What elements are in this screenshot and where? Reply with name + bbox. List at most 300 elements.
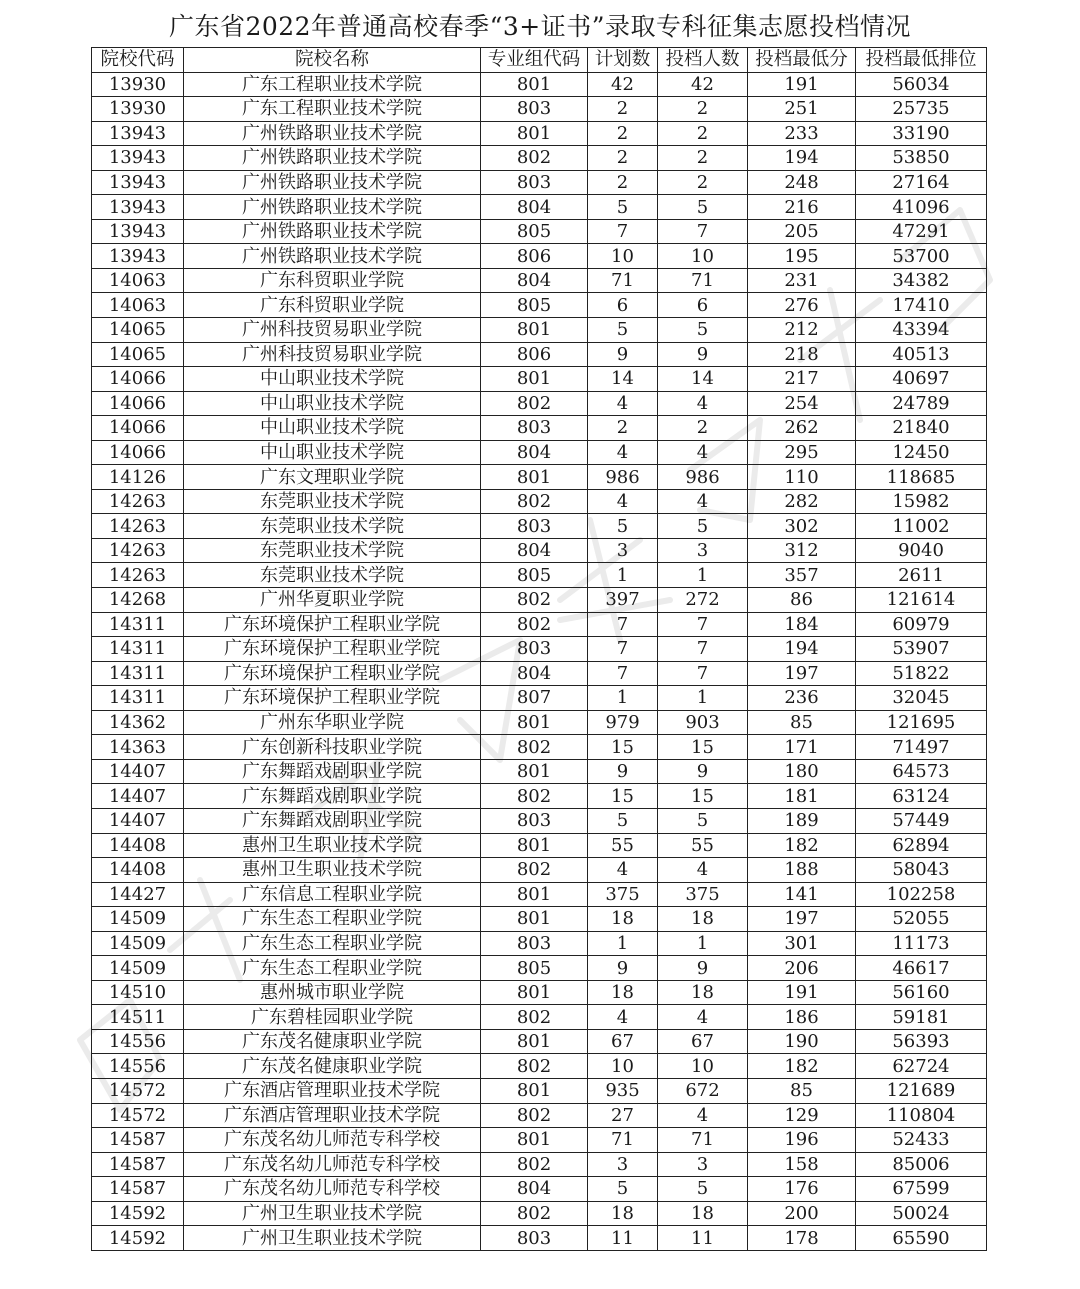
header-group-code: 专业组代码: [481, 48, 588, 73]
admitted-count-cell: 5: [658, 318, 748, 343]
min-rank-cell: 11002: [856, 514, 987, 539]
min-score-cell: 206: [748, 956, 856, 981]
group-code-cell: 801: [481, 318, 588, 343]
plan-count-cell: 14: [588, 367, 658, 392]
school-code-cell: 13943: [92, 219, 184, 244]
admitted-count-cell: 4: [658, 1005, 748, 1030]
min-rank-cell: 56160: [856, 980, 987, 1005]
admitted-count-cell: 9: [658, 342, 748, 367]
min-score-cell: 357: [748, 563, 856, 588]
table-row: [92, 735, 987, 760]
min-rank-cell: 56034: [856, 72, 987, 97]
table-row: [92, 268, 987, 293]
min-score-cell: 141: [748, 882, 856, 907]
min-rank-cell: 12450: [856, 440, 987, 465]
admitted-count-cell: 5: [658, 195, 748, 220]
min-score-cell: 191: [748, 72, 856, 97]
min-score-cell: 182: [748, 1054, 856, 1079]
admitted-count-cell: 42: [658, 72, 748, 97]
min-score-cell: 262: [748, 416, 856, 441]
table-row: [92, 72, 987, 97]
min-score-cell: 196: [748, 1128, 856, 1153]
school-name-cell: 广东环境保护工程职业学院: [184, 637, 481, 662]
admitted-count-cell: 5: [658, 808, 748, 833]
admitted-count-cell: 986: [658, 465, 748, 490]
group-code-cell: 807: [481, 686, 588, 711]
school-name-cell: 广东环境保护工程职业学院: [184, 661, 481, 686]
table-row: [92, 1029, 987, 1054]
min-score-cell: 85: [748, 710, 856, 735]
plan-count-cell: 15: [588, 784, 658, 809]
table-row: [92, 538, 987, 563]
school-code-cell: 14408: [92, 833, 184, 858]
min-rank-cell: 60979: [856, 612, 987, 637]
school-name-cell: 广州铁路职业技术学院: [184, 219, 481, 244]
school-code-cell: 14263: [92, 514, 184, 539]
table-row: [92, 219, 987, 244]
table-row: [92, 514, 987, 539]
plan-count-cell: 4: [588, 858, 658, 883]
school-name-cell: 广东舞蹈戏剧职业学院: [184, 784, 481, 809]
school-name-cell: 广州铁路职业技术学院: [184, 170, 481, 195]
group-code-cell: 804: [481, 268, 588, 293]
min-rank-cell: 53700: [856, 244, 987, 269]
school-code-cell: 14587: [92, 1152, 184, 1177]
admitted-count-cell: 7: [658, 219, 748, 244]
plan-count-cell: 2: [588, 170, 658, 195]
school-code-cell: 14587: [92, 1128, 184, 1153]
plan-count-cell: 4: [588, 391, 658, 416]
group-code-cell: 804: [481, 661, 588, 686]
min-score-cell: 282: [748, 489, 856, 514]
school-code-cell: 14592: [92, 1201, 184, 1226]
group-code-cell: 802: [481, 1054, 588, 1079]
table-row: [92, 588, 987, 613]
min-rank-cell: 102258: [856, 882, 987, 907]
plan-count-cell: 5: [588, 808, 658, 833]
min-rank-cell: 118685: [856, 465, 987, 490]
min-rank-cell: 51822: [856, 661, 987, 686]
school-name-cell: 广东文理职业学院: [184, 465, 481, 490]
header-min-score: 投档最低分: [748, 48, 856, 73]
table-row: [92, 907, 987, 932]
min-rank-cell: 85006: [856, 1152, 987, 1177]
plan-count-cell: 2: [588, 416, 658, 441]
admitted-count-cell: 272: [658, 588, 748, 613]
school-name-cell: 广州铁路职业技术学院: [184, 195, 481, 220]
min-score-cell: 176: [748, 1177, 856, 1202]
school-name-cell: 广东舞蹈戏剧职业学院: [184, 759, 481, 784]
school-code-cell: 14066: [92, 440, 184, 465]
min-score-cell: 191: [748, 980, 856, 1005]
table-row: [92, 931, 987, 956]
group-code-cell: 801: [481, 980, 588, 1005]
admitted-count-cell: 1: [658, 686, 748, 711]
school-code-cell: 14063: [92, 293, 184, 318]
plan-count-cell: 2: [588, 146, 658, 171]
school-name-cell: 广东舞蹈戏剧职业学院: [184, 808, 481, 833]
header-school-name: 院校名称: [184, 48, 481, 73]
school-name-cell: 中山职业技术学院: [184, 440, 481, 465]
min-score-cell: 181: [748, 784, 856, 809]
min-rank-cell: 47291: [856, 219, 987, 244]
admitted-count-cell: 3: [658, 538, 748, 563]
group-code-cell: 802: [481, 1152, 588, 1177]
min-rank-cell: 121614: [856, 588, 987, 613]
admitted-count-cell: 4: [658, 440, 748, 465]
school-name-cell: 广东环境保护工程职业学院: [184, 686, 481, 711]
min-rank-cell: 50024: [856, 1201, 987, 1226]
group-code-cell: 801: [481, 367, 588, 392]
group-code-cell: 802: [481, 1201, 588, 1226]
admitted-count-cell: 5: [658, 1177, 748, 1202]
school-code-cell: 14065: [92, 342, 184, 367]
plan-count-cell: 4: [588, 489, 658, 514]
admitted-count-cell: 3: [658, 1152, 748, 1177]
school-name-cell: 广州东华职业学院: [184, 710, 481, 735]
min-rank-cell: 11173: [856, 931, 987, 956]
group-code-cell: 804: [481, 195, 588, 220]
school-code-cell: 13943: [92, 170, 184, 195]
plan-count-cell: 935: [588, 1078, 658, 1103]
admitted-count-cell: 7: [658, 612, 748, 637]
admitted-count-cell: 4: [658, 858, 748, 883]
min-score-cell: 188: [748, 858, 856, 883]
min-rank-cell: 58043: [856, 858, 987, 883]
plan-count-cell: 7: [588, 637, 658, 662]
school-name-cell: 广东碧桂园职业学院: [184, 1005, 481, 1030]
table-row: [92, 563, 987, 588]
plan-count-cell: 7: [588, 661, 658, 686]
table-row: [92, 416, 987, 441]
school-name-cell: 惠州城市职业学院: [184, 980, 481, 1005]
plan-count-cell: 2: [588, 121, 658, 146]
table-row: [92, 195, 987, 220]
group-code-cell: 805: [481, 293, 588, 318]
min-score-cell: 178: [748, 1226, 856, 1251]
group-code-cell: 801: [481, 759, 588, 784]
group-code-cell: 801: [481, 465, 588, 490]
min-score-cell: 86: [748, 588, 856, 613]
school-name-cell: 东莞职业技术学院: [184, 514, 481, 539]
table-row: [92, 1226, 987, 1251]
plan-count-cell: 18: [588, 980, 658, 1005]
min-rank-cell: 62724: [856, 1054, 987, 1079]
min-score-cell: 197: [748, 661, 856, 686]
admitted-count-cell: 903: [658, 710, 748, 735]
admitted-count-cell: 71: [658, 1128, 748, 1153]
table-row: [92, 858, 987, 883]
school-name-cell: 东莞职业技术学院: [184, 538, 481, 563]
plan-count-cell: 979: [588, 710, 658, 735]
school-code-cell: 14263: [92, 563, 184, 588]
header-school-code: 院校代码: [92, 48, 184, 73]
min-rank-cell: 25735: [856, 97, 987, 122]
school-code-cell: 13943: [92, 195, 184, 220]
table-row: [92, 440, 987, 465]
group-code-cell: 801: [481, 1029, 588, 1054]
school-code-cell: 14263: [92, 489, 184, 514]
school-code-cell: 13943: [92, 121, 184, 146]
table-row: [92, 1005, 987, 1030]
admitted-count-cell: 5: [658, 514, 748, 539]
admitted-count-cell: 2: [658, 416, 748, 441]
school-code-cell: 14556: [92, 1029, 184, 1054]
plan-count-cell: 9: [588, 759, 658, 784]
plan-count-cell: 10: [588, 1054, 658, 1079]
group-code-cell: 801: [481, 72, 588, 97]
table-row: [92, 1177, 987, 1202]
admitted-count-cell: 4: [658, 1103, 748, 1128]
table-row: [92, 170, 987, 195]
school-code-cell: 14066: [92, 416, 184, 441]
school-code-cell: 14572: [92, 1103, 184, 1128]
min-score-cell: 184: [748, 612, 856, 637]
table-row: [92, 1128, 987, 1153]
min-rank-cell: 41096: [856, 195, 987, 220]
min-score-cell: 302: [748, 514, 856, 539]
admitted-count-cell: 2: [658, 97, 748, 122]
min-score-cell: 190: [748, 1029, 856, 1054]
school-name-cell: 东莞职业技术学院: [184, 563, 481, 588]
plan-count-cell: 9: [588, 956, 658, 981]
table-row: [92, 980, 987, 1005]
min-score-cell: 182: [748, 833, 856, 858]
min-score-cell: 216: [748, 195, 856, 220]
school-name-cell: 广州铁路职业技术学院: [184, 146, 481, 171]
min-rank-cell: 27164: [856, 170, 987, 195]
school-name-cell: 中山职业技术学院: [184, 416, 481, 441]
plan-count-cell: 71: [588, 268, 658, 293]
table-row: [92, 342, 987, 367]
min-rank-cell: 71497: [856, 735, 987, 760]
min-score-cell: 186: [748, 1005, 856, 1030]
school-code-cell: 14407: [92, 784, 184, 809]
plan-count-cell: 42: [588, 72, 658, 97]
school-code-cell: 14509: [92, 931, 184, 956]
plan-count-cell: 5: [588, 1177, 658, 1202]
table-row: [92, 1201, 987, 1226]
min-rank-cell: 56393: [856, 1029, 987, 1054]
school-code-cell: 14509: [92, 956, 184, 981]
min-score-cell: 194: [748, 637, 856, 662]
school-code-cell: 14587: [92, 1177, 184, 1202]
min-rank-cell: 65590: [856, 1226, 987, 1251]
school-code-cell: 14126: [92, 465, 184, 490]
min-score-cell: 312: [748, 538, 856, 563]
plan-count-cell: 18: [588, 907, 658, 932]
group-code-cell: 801: [481, 882, 588, 907]
school-name-cell: 广东茂名健康职业学院: [184, 1054, 481, 1079]
min-rank-cell: 46617: [856, 956, 987, 981]
admitted-count-cell: 14: [658, 367, 748, 392]
min-score-cell: 171: [748, 735, 856, 760]
admitted-count-cell: 9: [658, 956, 748, 981]
plan-count-cell: 1: [588, 686, 658, 711]
min-score-cell: 110: [748, 465, 856, 490]
table-row: [92, 465, 987, 490]
school-name-cell: 广东环境保护工程职业学院: [184, 612, 481, 637]
table-row: [92, 882, 987, 907]
min-rank-cell: 2611: [856, 563, 987, 588]
table-row: [92, 1103, 987, 1128]
table-row: [92, 489, 987, 514]
min-score-cell: 248: [748, 170, 856, 195]
admitted-count-cell: 7: [658, 661, 748, 686]
min-score-cell: 85: [748, 1078, 856, 1103]
table-row: [92, 293, 987, 318]
school-code-cell: 14572: [92, 1078, 184, 1103]
school-code-cell: 14509: [92, 907, 184, 932]
school-name-cell: 广东酒店管理职业技术学院: [184, 1078, 481, 1103]
group-code-cell: 801: [481, 907, 588, 932]
school-code-cell: 14510: [92, 980, 184, 1005]
table-row: [92, 759, 987, 784]
admitted-count-cell: 10: [658, 1054, 748, 1079]
group-code-cell: 801: [481, 710, 588, 735]
admitted-count-cell: 2: [658, 146, 748, 171]
min-score-cell: 233: [748, 121, 856, 146]
school-code-cell: 14363: [92, 735, 184, 760]
admitted-count-cell: 71: [658, 268, 748, 293]
school-name-cell: 中山职业技术学院: [184, 391, 481, 416]
min-rank-cell: 9040: [856, 538, 987, 563]
group-code-cell: 803: [481, 1226, 588, 1251]
plan-count-cell: 7: [588, 612, 658, 637]
school-code-cell: 14311: [92, 612, 184, 637]
school-name-cell: 广州华夏职业学院: [184, 588, 481, 613]
group-code-cell: 805: [481, 956, 588, 981]
min-rank-cell: 64573: [856, 759, 987, 784]
school-name-cell: 广东茂名幼儿师范专科学校: [184, 1152, 481, 1177]
min-rank-cell: 43394: [856, 318, 987, 343]
admitted-count-cell: 2: [658, 170, 748, 195]
min-score-cell: 217: [748, 367, 856, 392]
school-name-cell: 广东茂名健康职业学院: [184, 1029, 481, 1054]
group-code-cell: 803: [481, 931, 588, 956]
group-code-cell: 805: [481, 563, 588, 588]
school-code-cell: 14066: [92, 367, 184, 392]
school-name-cell: 广东生态工程职业学院: [184, 931, 481, 956]
school-name-cell: 广州铁路职业技术学院: [184, 121, 481, 146]
group-code-cell: 802: [481, 146, 588, 171]
group-code-cell: 803: [481, 808, 588, 833]
min-rank-cell: 67599: [856, 1177, 987, 1202]
group-code-cell: 803: [481, 514, 588, 539]
document-title: 广东省2022年普通高校春季“3+证书”录取专科征集志愿投档情况: [168, 12, 912, 41]
min-score-cell: 254: [748, 391, 856, 416]
min-rank-cell: 62894: [856, 833, 987, 858]
group-code-cell: 806: [481, 244, 588, 269]
group-code-cell: 804: [481, 538, 588, 563]
school-name-cell: 广东工程职业技术学院: [184, 97, 481, 122]
min-score-cell: 301: [748, 931, 856, 956]
table-row: [92, 784, 987, 809]
school-name-cell: 中山职业技术学院: [184, 367, 481, 392]
min-rank-cell: 40513: [856, 342, 987, 367]
school-code-cell: 13930: [92, 72, 184, 97]
group-code-cell: 803: [481, 637, 588, 662]
table-body: [92, 72, 987, 1250]
school-code-cell: 14511: [92, 1005, 184, 1030]
table-row: [92, 1152, 987, 1177]
admitted-count-cell: 4: [658, 489, 748, 514]
school-name-cell: 广东茂名幼儿师范专科学校: [184, 1177, 481, 1202]
plan-count-cell: 2: [588, 97, 658, 122]
school-code-cell: 13930: [92, 97, 184, 122]
group-code-cell: 801: [481, 1128, 588, 1153]
admitted-count-cell: 18: [658, 907, 748, 932]
admitted-count-cell: 15: [658, 784, 748, 809]
min-rank-cell: 52433: [856, 1128, 987, 1153]
school-code-cell: 14407: [92, 808, 184, 833]
min-rank-cell: 53850: [856, 146, 987, 171]
min-score-cell: 236: [748, 686, 856, 711]
table-row: [92, 661, 987, 686]
group-code-cell: 801: [481, 121, 588, 146]
group-code-cell: 804: [481, 1177, 588, 1202]
admitted-count-cell: 6: [658, 293, 748, 318]
school-name-cell: 惠州卫生职业技术学院: [184, 858, 481, 883]
min-rank-cell: 15982: [856, 489, 987, 514]
min-score-cell: 295: [748, 440, 856, 465]
min-rank-cell: 110804: [856, 1103, 987, 1128]
plan-count-cell: 27: [588, 1103, 658, 1128]
plan-count-cell: 18: [588, 1201, 658, 1226]
admission-table: [91, 47, 987, 1251]
table-row: [92, 1054, 987, 1079]
school-name-cell: 广东信息工程职业学院: [184, 882, 481, 907]
admitted-count-cell: 9: [658, 759, 748, 784]
group-code-cell: 804: [481, 440, 588, 465]
school-name-cell: 广州铁路职业技术学院: [184, 244, 481, 269]
group-code-cell: 802: [481, 784, 588, 809]
admitted-count-cell: 67: [658, 1029, 748, 1054]
plan-count-cell: 3: [588, 538, 658, 563]
group-code-cell: 802: [481, 858, 588, 883]
admitted-count-cell: 15: [658, 735, 748, 760]
plan-count-cell: 986: [588, 465, 658, 490]
table-row: [92, 367, 987, 392]
admitted-count-cell: 18: [658, 1201, 748, 1226]
min-rank-cell: 57449: [856, 808, 987, 833]
plan-count-cell: 71: [588, 1128, 658, 1153]
plan-count-cell: 5: [588, 514, 658, 539]
plan-count-cell: 1: [588, 563, 658, 588]
table-row: [92, 833, 987, 858]
school-code-cell: 14407: [92, 759, 184, 784]
admitted-count-cell: 11: [658, 1226, 748, 1251]
min-rank-cell: 59181: [856, 1005, 987, 1030]
admitted-count-cell: 4: [658, 391, 748, 416]
min-score-cell: 231: [748, 268, 856, 293]
min-score-cell: 205: [748, 219, 856, 244]
table-row: [92, 318, 987, 343]
group-code-cell: 801: [481, 833, 588, 858]
school-name-cell: 广州科技贸易职业学院: [184, 318, 481, 343]
group-code-cell: 802: [481, 391, 588, 416]
school-name-cell: 广州科技贸易职业学院: [184, 342, 481, 367]
plan-count-cell: 375: [588, 882, 658, 907]
group-code-cell: 802: [481, 588, 588, 613]
group-code-cell: 805: [481, 219, 588, 244]
table-row: [92, 710, 987, 735]
plan-count-cell: 397: [588, 588, 658, 613]
plan-count-cell: 55: [588, 833, 658, 858]
school-name-cell: 广东工程职业技术学院: [184, 72, 481, 97]
min-rank-cell: 121695: [856, 710, 987, 735]
school-code-cell: 14263: [92, 538, 184, 563]
